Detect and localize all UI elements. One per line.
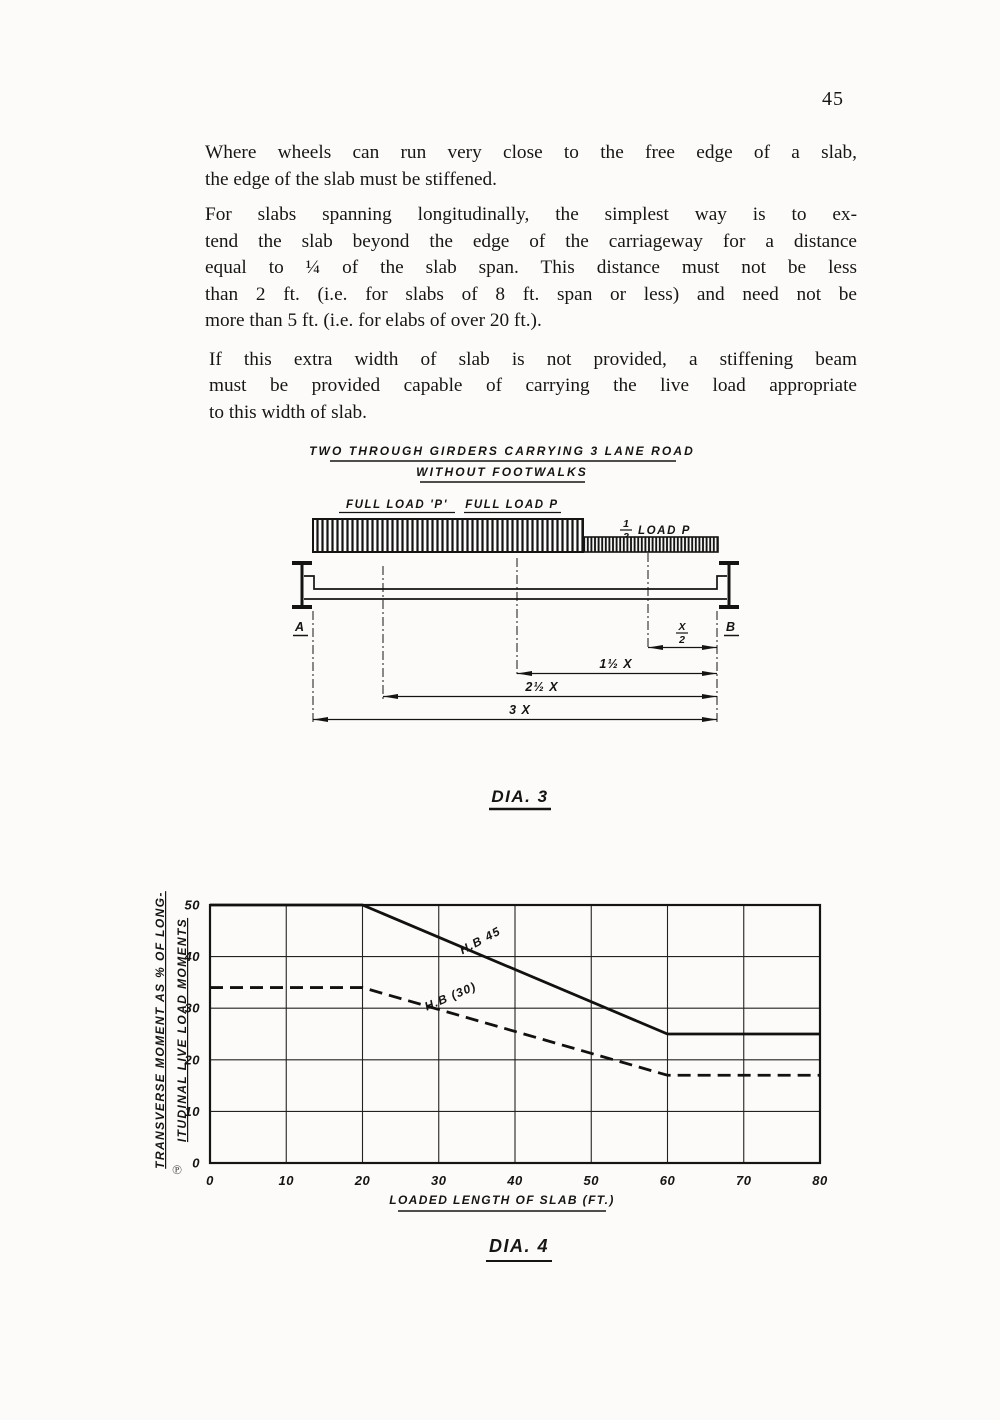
girder-a-ibeam [292,561,312,609]
x-tick-label: 0 [206,1173,214,1188]
stray-print-mark: ℗ [172,1162,182,1177]
paragraph [205,347,857,427]
dimension-label: 3 X [509,703,531,717]
y-axis-title-line2: ITUDINAL LIVE LOAD MOMENTS [175,917,189,1143]
text-line: For slabs spanning longitudinally, the simplest way is to ex- [205,204,857,225]
arrowhead [702,645,717,650]
y-tick-label: 0 [192,1155,200,1171]
full-load-left-label: FULL LOAD 'P' [345,499,449,511]
slab-top-line [304,576,727,589]
support-b-label: B [725,620,737,634]
x-tick-labels [206,1173,828,1188]
text-line: equal to ¼ of the slab span. This distance must not be less [205,257,857,278]
dia3-title-line1: TWO THROUGH GIRDERS CARRYING 3 LANE ROAD [309,444,695,458]
y-tick-label: 50 [184,897,200,913]
paragraph [205,140,857,193]
series-label-hb45: H.B 45 [457,923,504,958]
dimension-2-5x [383,680,717,699]
fraction-numerator: 1 [623,518,629,530]
arrowhead [702,694,717,699]
text-line: Where wheels can run very close to the free edge of a slab, [205,142,857,163]
x-tick-label: 60 [659,1173,676,1188]
one-third-load-block [583,537,718,552]
x-tick-label: 40 [507,1173,523,1188]
x-tick-label: 10 [278,1173,294,1188]
dimension-label: 1½ X [599,657,633,671]
arrowhead [648,645,663,650]
x-tick-label: 50 [583,1173,599,1188]
dia3-title-line2: WITHOUT FOOTWALKS [416,465,588,479]
text-line: the edge of the slab must be stiffened. [205,168,497,190]
full-load-mid-label: FULL LOAD P [465,499,559,511]
x-tick-label: 70 [736,1173,752,1188]
x-axis-title: LOADED LENGTH OF SLAB (FT.) [389,1193,615,1207]
dia3-girder-load-diagram [280,440,770,820]
y-tick-label: 40 [184,949,200,965]
series-label-hb30: H.B (30) [422,979,479,1014]
y-tick-label: 30 [184,1000,200,1016]
text-line: than 2 ft. (i.e. for slabs of 8 ft. span or less) and need not be [205,283,857,305]
x-tick-label: 80 [812,1173,828,1188]
text-line: more than 5 ft. (i.e. for elabs of over 20 ft.). [205,310,542,331]
y-axis-title-line1: TRANSVERSE MOMENT AS % OF LONG- [153,891,167,1169]
arrowhead [383,694,398,699]
y-tick-label: 10 [184,1103,200,1119]
dia4-caption: DIA. 4 [486,1236,552,1262]
arrowhead [517,671,532,676]
reference-lines [313,553,717,724]
y-tick-label: 20 [184,1052,200,1068]
full-load-block [313,519,583,552]
support-a-label: A [294,620,306,634]
arrowhead [313,717,328,722]
arrowhead [702,717,717,722]
dimension-x-over-2 [648,621,717,650]
arrowhead [702,671,717,676]
text-line: If this extra width of slab is not provided, a stiffening beam [209,348,857,370]
x-tick-label: 30 [431,1173,447,1188]
one-third-load-text: LOAD P [638,525,692,537]
dia3-caption: DIA. 3 [491,787,549,806]
text-line: to this width of slab. [209,401,367,423]
dimension-label: 2½ X [525,680,559,694]
girder-b-ibeam [719,561,739,609]
text-line: must be provided capable of carrying the live load appropriate [209,375,857,396]
text-line: tend the slab beyond the edge of the carriageway for a distance [205,230,857,252]
paragraph [205,202,857,335]
x-tick-label: 20 [354,1173,371,1188]
body-text [205,140,857,435]
fraction-numerator: X [678,621,686,633]
fraction-denominator: 2 [679,634,685,646]
dia4-moment-chart [150,880,850,1225]
dimension-1-5x [517,657,717,676]
page-number: 45 [822,88,844,110]
dimension-3x [313,703,717,722]
